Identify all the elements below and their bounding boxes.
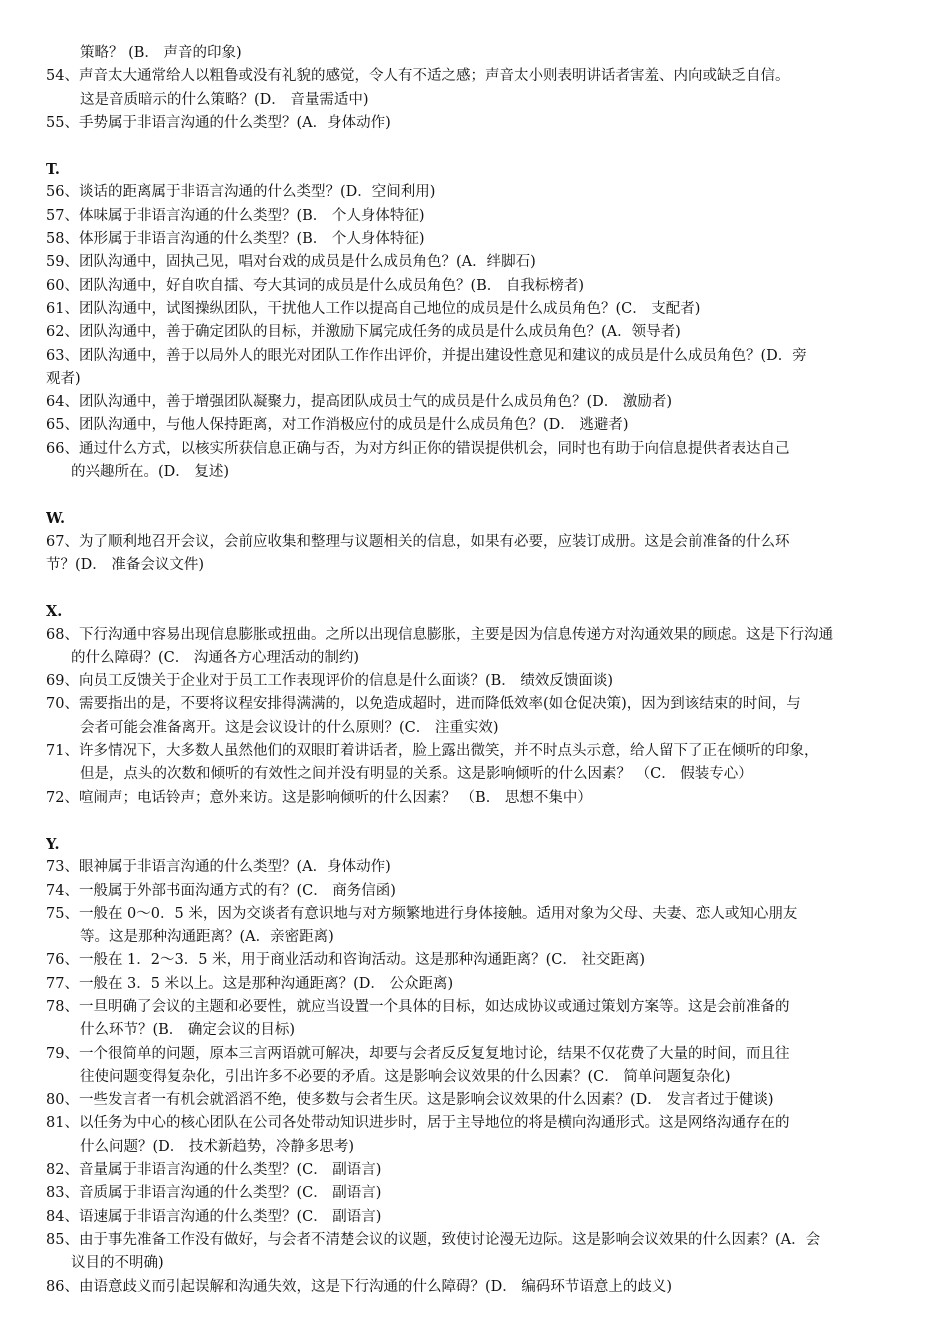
- text-line: 58、体形属于非语言沟通的什么类型？(B． 个人身体特征): [46, 231, 425, 248]
- section-heading: X.: [46, 603, 63, 621]
- text-line: 80、一些发言者一有机会就滔滔不绝，使多数与会者生厌。这是影响会议效果的什么因素？(D． 发言者过于健谈): [46, 1092, 774, 1109]
- text-line: 84、语速属于非语言沟通的什么类型？(C． 副语言): [46, 1208, 382, 1225]
- blank-line: [46, 810, 910, 833]
- text-line: 72、喧闹声；电话铃声；意外来访。这是影响倾听的什么因素？ （B． 思想不集中）: [46, 789, 592, 806]
- text-line: 观者): [46, 370, 81, 387]
- text-line: 63、团队沟通中，善于以局外人的眼光对团队工作作出评价，并提出建设性意见和建议的成员是什么成员角色？(D．旁: [46, 347, 807, 364]
- text-line: 的什么障碍？(C． 沟通各方心理活动的制约): [71, 649, 360, 666]
- text-line: 64、团队沟通中，善于增强团队凝聚力，提高团队成员士气的成员是什么成员角色？(D． 激励者): [46, 394, 672, 411]
- section-heading: Y.: [46, 835, 60, 853]
- text-line: 62、团队沟通中，善于确定团队的目标，并激励下属完成任务的成员是什么成员角色？(A．领导者): [46, 324, 681, 341]
- text-line: 83、音质属于非语言沟通的什么类型？(C． 副语言): [46, 1185, 382, 1202]
- text-line: 78、一旦明确了会议的主题和必要性，就应当设置一个具体的目标，如达成协议或通过策划方案等。这是会前准备的: [46, 998, 790, 1015]
- text-line: 但是，点头的次数和倾听的有效性之间并没有明显的关系。这是影响倾听的什么因素？ （C． 假装专心）: [80, 766, 753, 783]
- blank-line: [46, 577, 910, 600]
- text-line: 会者可能会准备离开。这是会议设计的什么原则？(C． 注重实效): [80, 719, 499, 736]
- text-line: 59、团队沟通中，固执己见，唱对台戏的成员是什么成员角色？(A．绊脚石): [46, 254, 536, 271]
- text-line: 57、体味属于非语言沟通的什么类型？(B． 个人身体特征): [46, 207, 425, 224]
- text-line: 69、向员工反馈关于企业对于员工工作表现评价的信息是什么面谈？(B． 绩效反馈面谈): [46, 673, 614, 690]
- text-line: 82、音量属于非语言沟通的什么类型？(C． 副语言): [46, 1162, 382, 1179]
- text-line: 56、谈话的距离属于非语言沟通的什么类型？(D．空间利用): [46, 184, 436, 201]
- text-line: 65、团队沟通中，与他人保持距离，对工作消极应付的成员是什么成员角色？(D． 逃避者): [46, 417, 629, 434]
- text-line: 55、手势属于非语言沟通的什么类型？(A．身体动作): [46, 114, 391, 131]
- text-line: 73、眼神属于非语言沟通的什么类型？(A．身体动作): [46, 859, 391, 876]
- text-line: 节？(D． 准备会议文件): [46, 556, 205, 573]
- text-line: 54、声音太大通常给人以粗鲁或没有礼貌的感觉，令人有不适之感；声音太小则表明讲话者害羞、内向或缺乏自信。: [46, 68, 790, 85]
- text-line: 76、一般在 1．2～3．5 米，用于商业活动和咨询活动。这是那种沟通距离？(C． 社交距离): [46, 952, 646, 969]
- text-line: 67、为了顺利地召开会议，会前应收集和整理与议题相关的信息，如果有必要，应装订成册。这是会前准备的什么环: [46, 533, 790, 550]
- text-line: 等。这是那种沟通距离？(A．亲密距离): [80, 929, 334, 946]
- text-line: 策略？ (B． 声音的印象): [80, 45, 242, 61]
- text-line: 66、通过什么方式，以核实所获信息正确与否，为对方纠正你的错误提供机会，同时也有助于向信息提供者表达自己: [46, 440, 790, 457]
- text-line: 60、团队沟通中，好自吹自擂、夸大其词的成员是什么成员角色？(B． 自我标榜者): [46, 277, 585, 294]
- text-line: 71、许多情况下，大多数人虽然他们的双眼盯着讲话者，脸上露出微笑，并不时点头示意，给人留下了正在倾听的印象，: [46, 743, 819, 760]
- text-line: 79、一个很简单的问题，原本三言两语就可解决，却要与会者反反复复地讨论，结果不仅花费了大量的时间，而且往: [46, 1045, 790, 1062]
- text-line: 81、以任务为中心的核心团队在公司各处带动知识进步时，居于主导地位的将是横向沟通形式。这是网络沟通存在的: [46, 1115, 790, 1132]
- text-line: 61、团队沟通中，试图操纵团队，干扰他人工作以提高自己地位的成员是什么成员角色？(C． 支配者): [46, 300, 701, 317]
- section-heading: T.: [46, 161, 60, 179]
- text-line: 往使问题变得复杂化，引出许多不必要的矛盾。这是影响会议效果的什么因素？(C． 简单问题复杂化): [80, 1068, 731, 1085]
- text-line: 77、一般在 3．5 米以上。这是那种沟通距离？(D． 公众距离): [46, 975, 454, 992]
- section-heading: W.: [46, 510, 66, 528]
- text-line: 75、一般在 0～0．5 米，因为交谈者有意识地与对方频繁地进行身体接触。适用对象为父母、夫妻、恋人或知心朋友: [46, 905, 798, 922]
- text-line: 74、一般属于外部书面沟通方式的有？(C． 商务信函): [46, 882, 396, 899]
- text-line: 的兴趣所在。(D． 复述): [71, 464, 230, 481]
- blank-line: [46, 135, 910, 158]
- text-line: 这是音质暗示的什么策略？(D． 音量需适中): [80, 91, 369, 108]
- text-line: 85、由于事先准备工作没有做好，与会者不清楚会议的议题，致使讨论漫无边际。这是影响会议效果的什么因素？(A．会: [46, 1231, 821, 1248]
- text-line: 议目的不明确): [71, 1255, 164, 1272]
- text-line: 什么环节？(B． 确定会议的目标): [80, 1022, 296, 1039]
- blank-line: [46, 484, 910, 507]
- text-line: 68、下行沟通中容易出现信息膨胀或扭曲。之所以出现信息膨胀，主要是因为信息传递方对沟通效果的顾虑。这是下行沟通: [46, 626, 833, 643]
- text-line: 70、需要指出的是，不要将议程安排得满满的，以免造成超时，进而降低效率(如仓促决策)，因为到该结束的时间，与: [46, 696, 801, 713]
- text-line: 什么问题？(D． 技术新趋势，冷静多思考): [80, 1138, 355, 1155]
- text-line: 86、由语意歧义而引起误解和沟通失效，这是下行沟通的什么障碍？(D． 编码环节语意上的歧义): [46, 1278, 672, 1295]
